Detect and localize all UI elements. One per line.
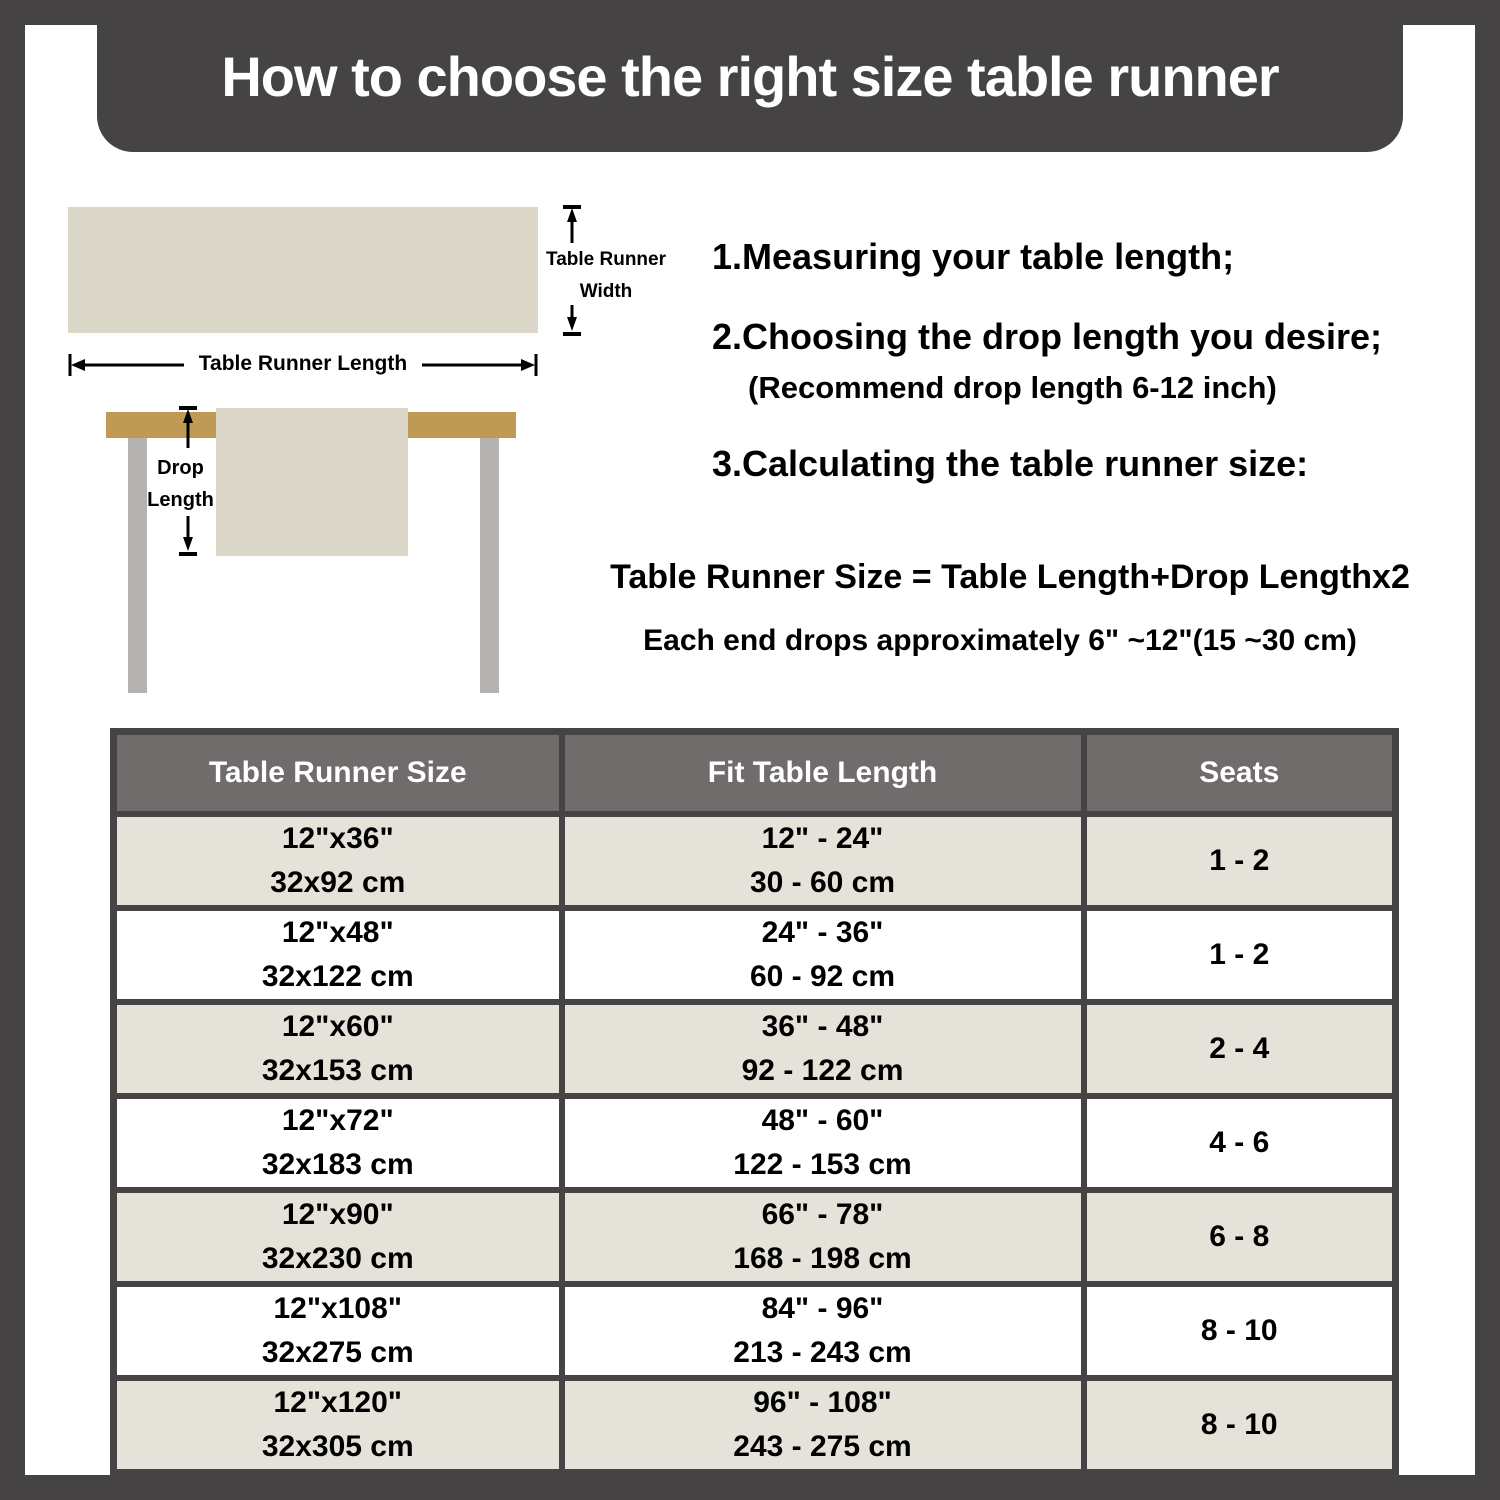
- runner-drape: [216, 408, 408, 556]
- cell-seats: 8 - 10: [1084, 1284, 1396, 1378]
- size-inches: 12"x108": [273, 1291, 403, 1325]
- cell-runner-size: [114, 1378, 562, 1473]
- fit-cm: 213 - 243 cm: [733, 1335, 912, 1369]
- cell-fit-length: [562, 908, 1084, 1002]
- table-row: [114, 1002, 1396, 1096]
- cell-fit-length: [562, 1378, 1084, 1473]
- fit-cm: 122 - 153 cm: [733, 1147, 912, 1181]
- width-label-line2: Width: [579, 281, 633, 302]
- size-cm: 32x275 cm: [261, 1335, 414, 1369]
- table-row: [114, 908, 1396, 1002]
- width-dimension-arrow-icon: [561, 203, 583, 343]
- fit-cm: 243 - 275 cm: [733, 1429, 912, 1463]
- fit-inches: 24" - 36": [761, 915, 884, 949]
- cell-runner-size: [114, 814, 562, 908]
- table-row: [114, 814, 1396, 908]
- length-dimension-arrow-icon: [68, 352, 538, 378]
- fit-inches: 36" - 48": [761, 1009, 884, 1043]
- fit-cm: 168 - 198 cm: [733, 1241, 912, 1275]
- title-banner: [97, 0, 1403, 152]
- size-inches: 12"x72": [281, 1103, 394, 1137]
- size-cm: 32x183 cm: [261, 1147, 414, 1181]
- table-row: [114, 1190, 1396, 1284]
- formula-text: Table Runner Size = Table Length+Drop Lengthx2: [610, 558, 1410, 596]
- cell-fit-length: [562, 1002, 1084, 1096]
- size-inches: 12"x36": [281, 821, 394, 855]
- fit-cm: 30 - 60 cm: [749, 865, 896, 899]
- size-inches: 12"x48": [281, 915, 394, 949]
- fit-cm: 92 - 122 cm: [741, 1053, 904, 1087]
- width-label-line1: Table Runner: [546, 249, 666, 270]
- cell-fit-length: [562, 814, 1084, 908]
- instruction-step-1: 1.Measuring your table length;: [712, 236, 1235, 277]
- cell-runner-size: [114, 1190, 562, 1284]
- length-label: Table Runner Length: [198, 352, 408, 375]
- formula-note-text: Each end drops approximately 6" ~12"(15 ~30 cm): [643, 624, 1357, 657]
- fit-inches: 12" - 24": [761, 821, 884, 855]
- column-header-runner-size: Table Runner Size: [114, 732, 562, 814]
- cell-seats: 2 - 4: [1084, 1002, 1396, 1096]
- width-label: [536, 244, 676, 308]
- size-inches: 12"x120": [273, 1385, 403, 1419]
- size-cm: 32x230 cm: [261, 1241, 414, 1275]
- cell-seats: 4 - 6: [1084, 1096, 1396, 1190]
- cell-runner-size: [114, 1002, 562, 1096]
- column-header-fit-length: Fit Table Length: [562, 732, 1084, 814]
- fit-inches: 84" - 96": [761, 1291, 884, 1325]
- drop-label-line2: Length: [147, 489, 214, 511]
- table-leg-right: [480, 438, 499, 693]
- table-row: [114, 1378, 1396, 1473]
- fit-inches: 48" - 60": [761, 1103, 884, 1137]
- cell-runner-size: [114, 1284, 562, 1378]
- cell-runner-size: [114, 1096, 562, 1190]
- runner-top-view: [68, 207, 538, 333]
- column-header-seats: Seats: [1084, 732, 1396, 814]
- drop-length-label: [128, 452, 233, 516]
- size-inches: 12"x60": [281, 1009, 394, 1043]
- size-inches: 12"x90": [281, 1197, 394, 1231]
- cell-seats: 1 - 2: [1084, 814, 1396, 908]
- size-table: [110, 728, 1399, 1476]
- drop-label-line1: Drop: [157, 457, 204, 479]
- instruction-step-2: 2.Choosing the drop length you desire;: [712, 316, 1383, 357]
- table-row: [114, 1284, 1396, 1378]
- fit-cm: 60 - 92 cm: [749, 959, 896, 993]
- cell-seats: 6 - 8: [1084, 1190, 1396, 1284]
- size-table-header-row: [114, 732, 1396, 814]
- table-row: [114, 1096, 1396, 1190]
- cell-fit-length: [562, 1284, 1084, 1378]
- size-cm: 32x122 cm: [261, 959, 414, 993]
- size-cm: 32x153 cm: [261, 1053, 414, 1087]
- instruction-step-2-note: (Recommend drop length 6-12 inch): [748, 370, 1277, 405]
- cell-seats: 8 - 10: [1084, 1378, 1396, 1473]
- page-title: How to choose the right size table runner: [221, 44, 1279, 108]
- cell-seats: 1 - 2: [1084, 908, 1396, 1002]
- cell-runner-size: [114, 908, 562, 1002]
- size-cm: 32x92 cm: [270, 865, 406, 899]
- cell-fit-length: [562, 1096, 1084, 1190]
- cell-fit-length: [562, 1190, 1084, 1284]
- size-cm: 32x305 cm: [261, 1429, 414, 1463]
- instruction-step-3: 3.Calculating the table runner size:: [712, 443, 1309, 484]
- fit-inches: 96" - 108": [753, 1385, 892, 1419]
- fit-inches: 66" - 78": [761, 1197, 884, 1231]
